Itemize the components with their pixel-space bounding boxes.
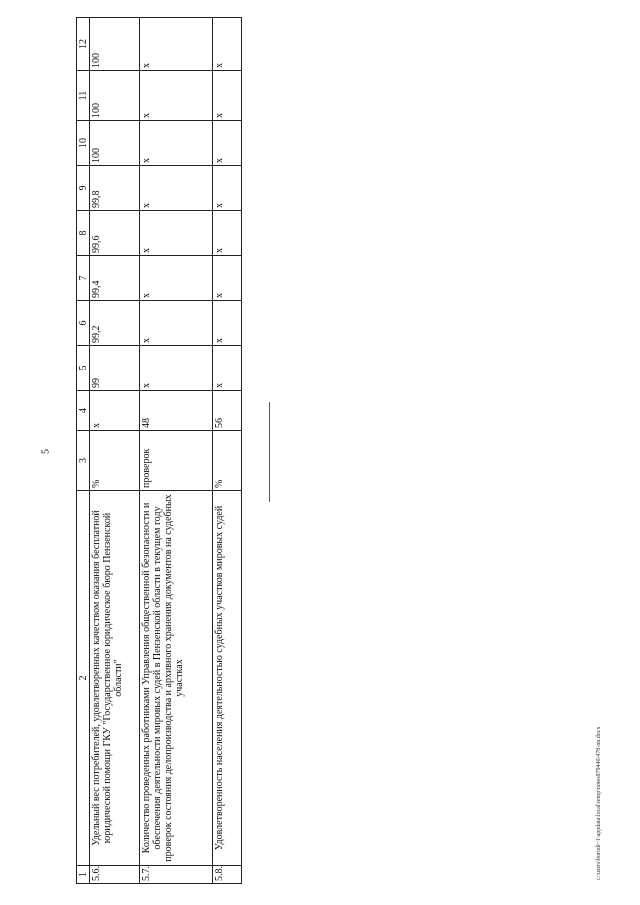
value-cell: 56 (213, 391, 242, 431)
value-cell: 99,2 (90, 301, 140, 346)
value-cell: x (213, 346, 242, 391)
header-cell: 8 (77, 211, 90, 256)
value-cell: x (140, 346, 213, 391)
row-number: 5.7. (140, 866, 213, 884)
value-cell: 99,4 (90, 256, 140, 301)
footer-file-path: c:\users\borodi~1\appdata\local\temp\notes879446\478-nn.docx (596, 726, 602, 880)
header-cell: 11 (77, 71, 90, 121)
value-cell: x (140, 18, 213, 71)
value-cell: x (213, 71, 242, 121)
indicator-table-wrapper (76, 18, 242, 884)
value-cell: x (140, 166, 213, 211)
header-cell: 10 (77, 121, 90, 166)
row-unit: % (90, 431, 140, 491)
value-cell: 100 (90, 18, 140, 71)
header-cell: 12 (77, 18, 90, 71)
header-cell: 6 (77, 301, 90, 346)
page-number: 5 (40, 449, 52, 454)
value-cell: x (140, 71, 213, 121)
value-cell: x (213, 211, 242, 256)
value-cell: 48 (140, 391, 213, 431)
value-cell: x (140, 211, 213, 256)
value-cell: x (213, 166, 242, 211)
value-cell: x (213, 301, 242, 346)
header-cell: 2 (77, 491, 90, 866)
separator-line (269, 402, 270, 502)
value-cell: x (213, 256, 242, 301)
value-cell: x (140, 256, 213, 301)
row-description: Удельный вес потребителей, удовлетворенных качеством оказания бесплатной юридической помощи ГКУ "Государственное юридическое бюро Пензенской области" (90, 491, 140, 866)
value-cell: x (90, 391, 140, 431)
table-row (90, 18, 140, 884)
row-unit: проверок (140, 431, 213, 491)
value-cell: 99,6 (90, 211, 140, 256)
header-cell: 3 (77, 431, 90, 491)
row-description: Удовлетворенность населения деятельностью судебных участков мировых судей (213, 491, 242, 866)
header-cell: 9 (77, 166, 90, 211)
row-description: Количество проведенных работниками Управления общественной безопасности и обеспечения деятельности мировых судей в Пензенской области в текущем году проверок состояния делопроизводства и архивного хранения документов на судебных участках (140, 491, 213, 866)
row-number: 5.8. (213, 866, 242, 884)
row-number: 5.6. (90, 866, 140, 884)
value-cell: x (213, 121, 242, 166)
header-row (77, 18, 90, 884)
value-cell: 100 (90, 121, 140, 166)
header-cell: 4 (77, 391, 90, 431)
value-cell: x (213, 18, 242, 71)
value-cell: 99 (90, 346, 140, 391)
value-cell: 99,8 (90, 166, 140, 211)
value-cell: 100 (90, 71, 140, 121)
value-cell: x (140, 301, 213, 346)
table-row (213, 18, 242, 884)
header-cell: 5 (77, 346, 90, 391)
table-row (140, 18, 213, 884)
header-cell: 1 (77, 866, 90, 884)
row-unit: % (213, 431, 242, 491)
value-cell: x (140, 121, 213, 166)
header-cell: 7 (77, 256, 90, 301)
indicator-table (76, 17, 242, 884)
